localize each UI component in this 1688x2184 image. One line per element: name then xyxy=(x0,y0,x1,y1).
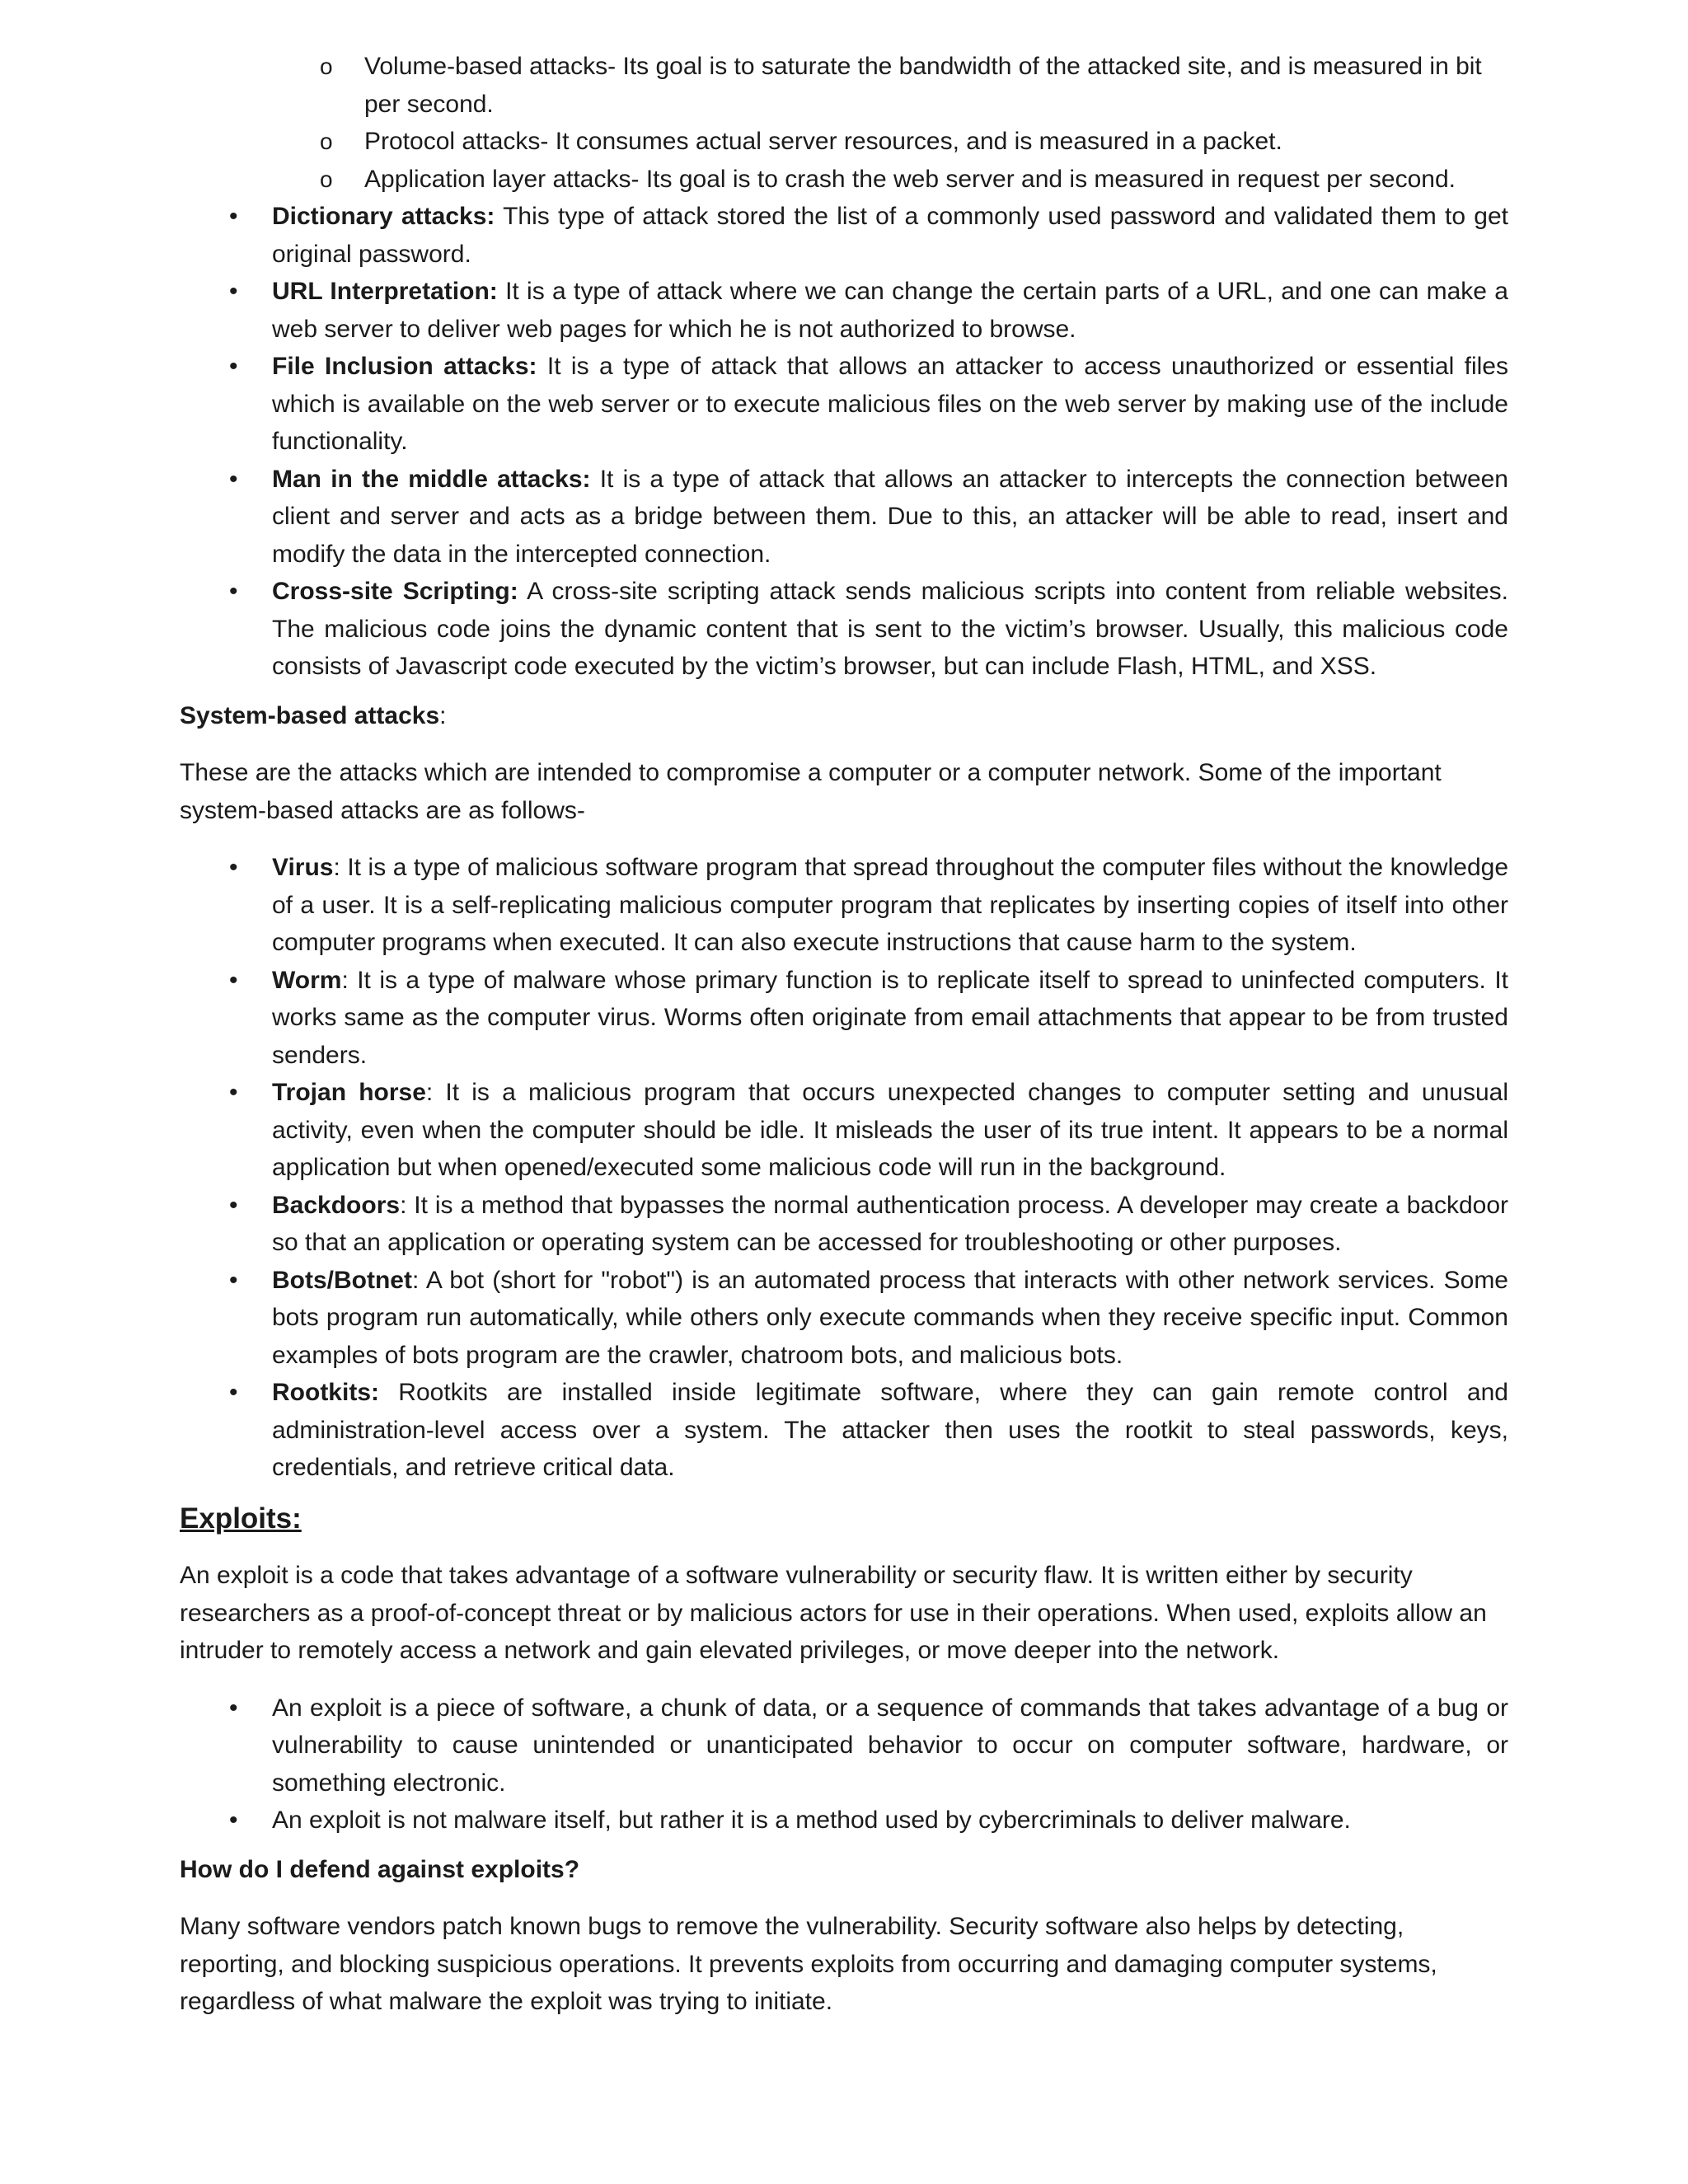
list-item: • An exploit is not malware itself, but rather it is a method used by cybercriminals to deliver malware. xyxy=(180,1802,1508,1840)
list-item: o Application layer attacks- Its goal is to crash the web server and is measured in request per second. xyxy=(180,161,1508,199)
bullet-icon: • xyxy=(229,203,238,230)
bullet-icon: • xyxy=(229,578,238,605)
list-item: • Cross-site Scripting: A cross-site scripting attack sends malicious scripts into content from reliable websites. The malicious code joins the dynamic content that is sent to the victim’s browser. Usually, this malicious code consists of Javascript code executed by the victim’s browser, but can include Flash, HTML, and XSS. xyxy=(180,573,1508,686)
bullet-icon: • xyxy=(229,353,238,380)
bullet-icon: • xyxy=(229,1266,238,1294)
list-item: • Virus: It is a type of malicious software program that spread throughout the computer files without the knowledge of a user. It is a self-replicating malicious computer program that replicates by inserting copies of itself into other computer programs when executed. It can also execute instructions that cause harm to the system. xyxy=(180,849,1508,962)
list-item: • Rootkits: Rootkits are installed inside legitimate software, where they can gain remote control and administration-level access over a system. The attacker then uses the rootkit to steal passwords, keys, credentials, and retrieve critical data. xyxy=(180,1374,1508,1487)
hollow-bullet-icon: o xyxy=(320,129,333,154)
document-page xyxy=(180,48,1508,2021)
bullet-icon: • xyxy=(229,1694,238,1722)
bullet-icon: • xyxy=(229,1379,238,1406)
list-item: • An exploit is a piece of software, a chunk of data, or a sequence of commands that takes advantage of a bug or vulnerability to cause unintended or unanticipated behavior to occur on computer software, hardware, or something electronic. xyxy=(180,1690,1508,1802)
hollow-bullet-icon: o xyxy=(320,166,333,192)
list-item: • File Inclusion attacks: It is a type of attack that allows an attacker to access unauthorized or essential files which is available on the web server or to execute malicious files on the web server by making use of the include functionality. xyxy=(180,348,1508,461)
list-item: o Volume-based attacks- Its goal is to saturate the bandwidth of the attacked site, and is measured in bit per second. xyxy=(180,48,1508,123)
list-item: • Dictionary attacks: This type of attack stored the list of a commonly used password and validated them to get original password. xyxy=(180,198,1508,273)
bullet-icon: • xyxy=(229,1807,238,1834)
bullet-icon: • xyxy=(229,465,238,493)
exploits-heading: Exploits: xyxy=(180,1502,302,1535)
hollow-bullet-icon: o xyxy=(320,54,333,79)
web-attacks-list xyxy=(180,198,1508,686)
list-item: • URL Interpretation: It is a type of attack where we can change the certain parts of a URL, and one can make a web server to deliver web pages for which he is not authorized to browse. xyxy=(180,273,1508,348)
list-item: • Worm: It is a type of malware whose primary function is to replicate itself to spread to uninfected computers. It works same as the computer virus. Worms often originate from email attachments that appear to be from trusted senders. xyxy=(180,962,1508,1075)
exploits-list xyxy=(180,1690,1508,1840)
list-item: • Backdoors: It is a method that bypasses the normal authentication process. A developer may create a backdoor so that an application or operating system can be accessed for troubleshooting or other purposes. xyxy=(180,1187,1508,1262)
system-based-label: System-based attacks: xyxy=(180,701,447,729)
bullet-icon: • xyxy=(229,854,238,881)
system-attacks-list xyxy=(180,849,1508,1487)
list-item: • Man in the middle attacks: It is a type of attack that allows an attacker to intercepts the connection between client and server and acts as a bridge between them. Due to this, an attacker will be able to read, insert and modify the data in the intercepted connection. xyxy=(180,461,1508,574)
exploits-intro: An exploit is a code that takes advantage of a software vulnerability or security flaw. It is written either by security researchers as a proof-of-concept threat or by malicious actors for use in their operations. When used, exploits allow an intruder to remotely access a network and gain elevated privileges, or move deeper into the network. xyxy=(180,1562,1487,1664)
system-based-intro: These are the attacks which are intended to compromise a computer or a computer network. Some of the important system-based attacks are as follows- xyxy=(180,759,1442,824)
list-item: • Trojan horse: It is a malicious program that occurs unexpected changes to computer setting and unusual activity, even when the computer should be idle. It misleads the user of its true intent. It appears to be a normal application but when opened/executed some malicious code will run in the background. xyxy=(180,1074,1508,1187)
attack-types-sublist xyxy=(180,48,1508,198)
list-item: • Bots/Botnet: A bot (short for "robot") is an automated process that interacts with other network services. Some bots program run automatically, while others only execute commands when they receive specific input. Common examples of bots program are the crawler, chatroom bots, and malicious bots. xyxy=(180,1262,1508,1375)
list-item: o Protocol attacks- It consumes actual server resources, and is measured in a packet. xyxy=(180,123,1508,161)
bullet-icon: • xyxy=(229,966,238,994)
bullet-icon: • xyxy=(229,1191,238,1219)
defend-label: How do I defend against exploits? xyxy=(180,1855,580,1883)
bullet-icon: • xyxy=(229,1079,238,1106)
bullet-icon: • xyxy=(229,278,238,305)
defend-text: Many software vendors patch known bugs to remove the vulnerability. Security software also helps by detecting, reporting, and blocking suspicious operations. It prevents exploits from occurring and damaging computer systems, regardless of what malware the exploit was trying to initiate. xyxy=(180,1913,1437,2015)
